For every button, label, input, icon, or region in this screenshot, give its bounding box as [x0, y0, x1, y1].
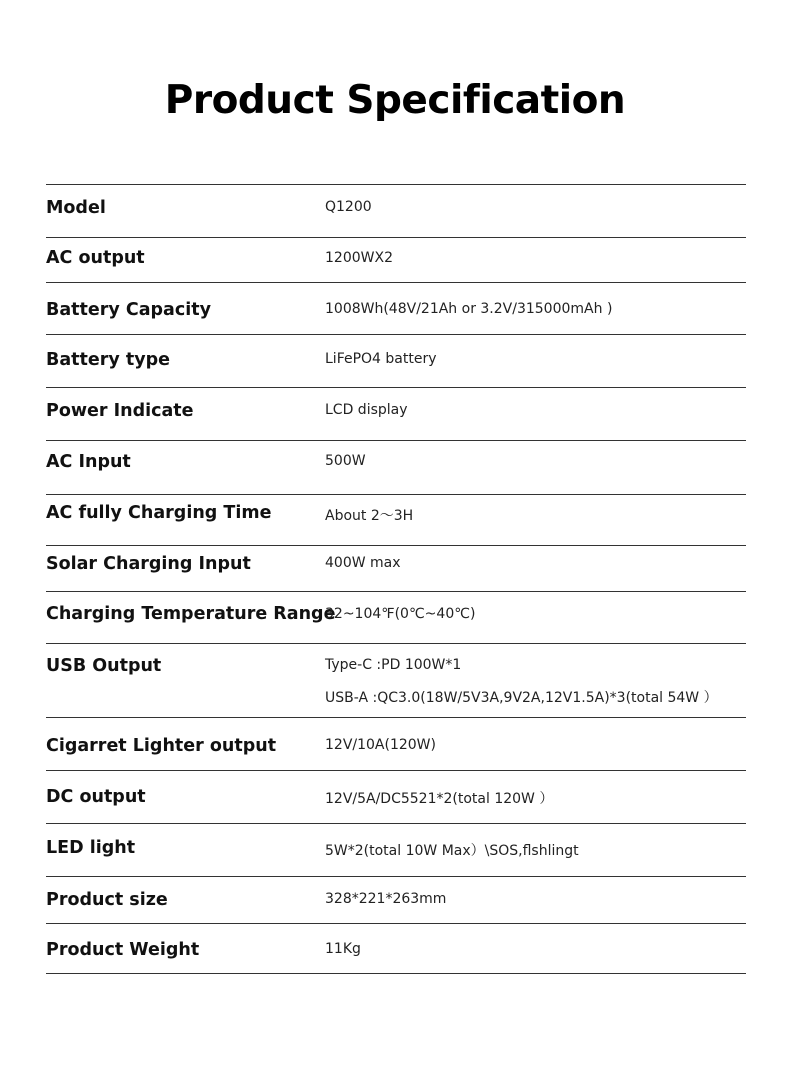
- spec-label: AC Input: [46, 452, 131, 472]
- spec-value: 32~104℉(0℃~40℃): [325, 606, 476, 622]
- spec-label: USB Output: [46, 656, 162, 676]
- spec-row-ac-output: [46, 238, 746, 283]
- spec-label: LED light: [46, 838, 136, 858]
- spec-row-product-size: [46, 877, 746, 924]
- spec-label: Power Indicate: [46, 401, 194, 421]
- spec-value: LiFePO4 battery: [325, 351, 437, 367]
- spec-label: Product Weight: [46, 940, 200, 960]
- spec-value: 12V/5A/DC5521*2(total 120W ）: [325, 791, 554, 807]
- spec-value: 1008Wh(48V/21Ah or 3.2V/315000mAh ): [325, 301, 613, 317]
- spec-row-battery-type: [46, 335, 746, 388]
- spec-value: 11Kg: [325, 941, 361, 957]
- spec-row-solar-input: [46, 546, 746, 592]
- spec-row-cigarret-lighter: [46, 718, 746, 771]
- spec-label: Product size: [46, 890, 168, 910]
- spec-row-power-indicate: [46, 388, 746, 441]
- spec-row-battery-capacity: [46, 283, 746, 335]
- spec-label: Model: [46, 198, 106, 218]
- spec-value-secondary: USB-A :QC3.0(18W/5V3A,9V2A,12V1.5A)*3(total 54W ）: [325, 690, 718, 706]
- spec-label: DC output: [46, 787, 146, 807]
- spec-table: [46, 184, 746, 974]
- spec-row-model: [46, 185, 746, 238]
- spec-row-ac-input: [46, 441, 746, 495]
- spec-row-product-weight: [46, 924, 746, 974]
- spec-row-usb-output: [46, 644, 746, 718]
- spec-value: 400W max: [325, 555, 401, 571]
- spec-label: AC output: [46, 248, 145, 268]
- spec-label: AC fully Charging Time: [46, 503, 272, 523]
- spec-label: Cigarret Lighter output: [46, 736, 277, 756]
- spec-row-charging-temperature: [46, 592, 746, 644]
- spec-row-led-light: [46, 824, 746, 877]
- spec-value: Type-C :PD 100W*1: [325, 657, 462, 673]
- spec-row-dc-output: [46, 771, 746, 824]
- spec-label: Solar Charging Input: [46, 554, 251, 574]
- spec-value: 328*221*263mm: [325, 891, 447, 907]
- spec-label: Charging Temperature Range: [46, 604, 336, 624]
- spec-value: 1200WX2: [325, 250, 393, 266]
- spec-label: Battery type: [46, 350, 171, 370]
- spec-label: Battery Capacity: [46, 300, 212, 320]
- spec-value: 500W: [325, 453, 366, 469]
- spec-value: About 2～3H: [325, 508, 414, 524]
- spec-value: 12V/10A(120W): [325, 737, 436, 753]
- spec-value: 5W*2(total 10W Max）\SOS,flshlingt: [325, 843, 579, 859]
- spec-value: LCD display: [325, 402, 408, 418]
- spec-row-ac-charging-time: [46, 495, 746, 546]
- page-title: Product Specification: [164, 78, 626, 123]
- spec-value: Q1200: [325, 199, 372, 215]
